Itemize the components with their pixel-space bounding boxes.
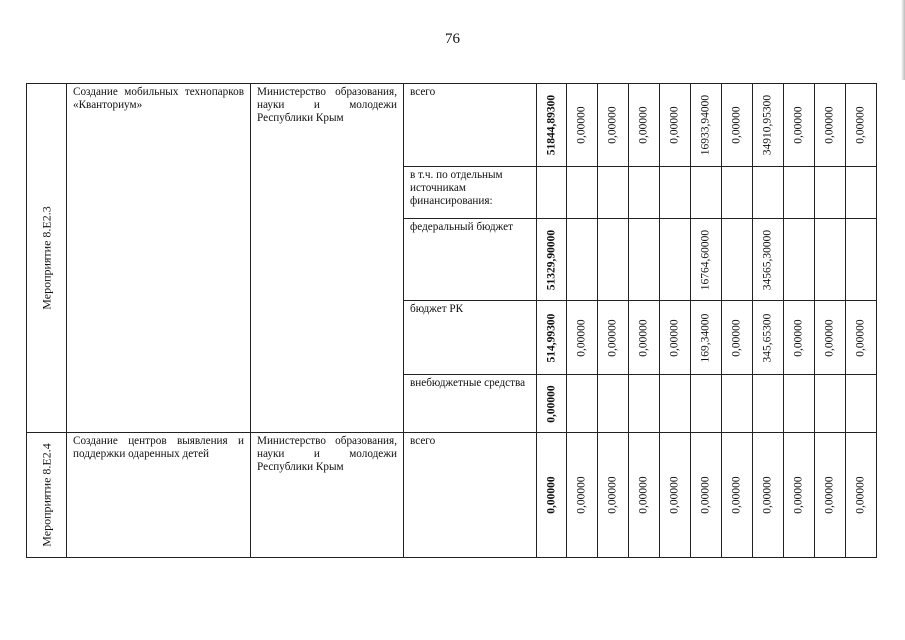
event-code-cell: [27, 433, 67, 558]
value-cell: [846, 84, 877, 167]
funding-source: в т.ч. по отдельным источникам финансирования:: [410, 169, 503, 207]
event-name-cell: [67, 84, 251, 433]
cell-value: 0,00000: [730, 106, 743, 144]
cell-value: 0,00000: [575, 476, 588, 514]
value-cell: [598, 375, 629, 433]
total-value: 514,99300: [545, 313, 557, 362]
value-cell: [846, 301, 877, 375]
event-name: Создание центров выявления и поддержки одаренных детей: [73, 435, 244, 460]
total-value: 0,00000: [545, 384, 557, 423]
event-name: Создание мобильных технопарков «Кванториум»: [73, 86, 244, 111]
total-value: 51844,89300: [545, 94, 557, 156]
event-code-cell: [27, 84, 67, 433]
value-cell: [691, 84, 722, 167]
value-cell: [753, 375, 784, 433]
cell-value: 0,00000: [606, 318, 619, 357]
value-cell: [598, 433, 629, 558]
value-cell: [784, 433, 815, 558]
value-cell: [691, 375, 722, 433]
value-cell: [598, 84, 629, 167]
total-cell: [537, 167, 567, 219]
total-value: 0,00000: [545, 476, 557, 514]
cell-value: 0,00000: [637, 106, 650, 144]
total-cell: [537, 375, 567, 433]
value-cell: [660, 219, 691, 301]
cell-value: 0,00000: [761, 476, 774, 514]
table-body: [27, 84, 877, 558]
value-cell: [567, 84, 598, 167]
cell-value: 16933,94000: [699, 94, 712, 156]
total-cell: [537, 84, 567, 167]
value-cell: [753, 301, 784, 375]
value-cell: [784, 167, 815, 219]
value-cell: [753, 219, 784, 301]
value-cell: [598, 301, 629, 375]
total-cell: [537, 219, 567, 301]
value-cell: [784, 375, 815, 433]
value-cell: [567, 375, 598, 433]
value-cell: [629, 375, 660, 433]
event-executor-cell: [251, 433, 404, 558]
funding-source-cell: [404, 167, 537, 219]
table-row: [27, 84, 877, 167]
value-cell: [815, 433, 846, 558]
cell-value: 0,00000: [730, 318, 743, 357]
funding-source: внебюджетные средства: [410, 377, 526, 389]
value-cell: [691, 301, 722, 375]
cell-value: 16764,60000: [699, 229, 712, 290]
value-cell: [784, 219, 815, 301]
funding-source-cell: [404, 219, 537, 301]
table-row: [27, 433, 877, 558]
cell-value: 0,00000: [606, 476, 619, 514]
value-cell: [722, 301, 753, 375]
cell-value: 345,65300: [761, 313, 774, 362]
value-cell: [753, 433, 784, 558]
value-cell: [722, 167, 753, 219]
event-code: Мероприятие 8.Е2.4: [39, 443, 53, 547]
value-cell: [722, 84, 753, 167]
cell-value: 34565,30000: [761, 229, 774, 290]
event-code: Мероприятие 8.Е2.3: [39, 206, 53, 310]
value-cell: [567, 301, 598, 375]
value-cell: [629, 84, 660, 167]
value-cell: [722, 375, 753, 433]
value-cell: [815, 375, 846, 433]
cell-value: 0,00000: [854, 476, 867, 514]
cell-value: 0,00000: [668, 106, 681, 144]
value-cell: [660, 167, 691, 219]
cell-value: 0,00000: [575, 106, 588, 144]
value-cell: [598, 167, 629, 219]
value-cell: [722, 433, 753, 558]
value-cell: [629, 219, 660, 301]
cell-value: 0,00000: [854, 106, 867, 144]
value-cell: [846, 219, 877, 301]
value-cell: [567, 167, 598, 219]
cell-value: 0,00000: [823, 476, 836, 514]
value-cell: [815, 167, 846, 219]
value-cell: [691, 167, 722, 219]
event-executor: Министерство образования, науки и молодежи Республики Крым: [257, 86, 397, 124]
funding-source: всего: [410, 86, 436, 98]
value-cell: [629, 433, 660, 558]
value-cell: [598, 219, 629, 301]
event-executor-cell: [251, 84, 404, 433]
cell-value: 0,00000: [637, 476, 650, 514]
funding-source-cell: [404, 375, 537, 433]
funding-source: федеральный бюджет: [410, 221, 513, 233]
cell-value: 0,00000: [668, 318, 681, 357]
value-cell: [567, 433, 598, 558]
cell-value: 0,00000: [699, 476, 712, 514]
value-cell: [567, 219, 598, 301]
cell-value: 0,00000: [606, 106, 619, 144]
value-cell: [846, 375, 877, 433]
value-cell: [815, 219, 846, 301]
value-cell: [815, 84, 846, 167]
value-cell: [846, 433, 877, 558]
funding-source: всего: [410, 435, 436, 447]
value-cell: [629, 301, 660, 375]
funding-source-cell: [404, 301, 537, 375]
cell-value: 0,00000: [854, 318, 867, 357]
cell-value: 169,34000: [699, 313, 712, 362]
value-cell: [660, 301, 691, 375]
total-cell: [537, 433, 567, 558]
value-cell: [722, 219, 753, 301]
cell-value: 0,00000: [792, 106, 805, 144]
value-cell: [660, 84, 691, 167]
funding-source-cell: [404, 433, 537, 558]
value-cell: [629, 167, 660, 219]
cell-value: 0,00000: [637, 318, 650, 357]
budget-table: [26, 83, 877, 558]
cell-value: 0,00000: [730, 476, 743, 514]
total-cell: [537, 301, 567, 375]
funding-source-cell: [404, 84, 537, 167]
value-cell: [846, 167, 877, 219]
cell-value: 0,00000: [823, 106, 836, 144]
value-cell: [784, 301, 815, 375]
value-cell: [753, 84, 784, 167]
cell-value: 0,00000: [668, 476, 681, 514]
value-cell: [660, 433, 691, 558]
cell-value: 0,00000: [823, 318, 836, 357]
value-cell: [815, 301, 846, 375]
cell-value: 34910,95300: [761, 94, 774, 156]
funding-source: бюджет РК: [410, 303, 464, 315]
cell-value: 0,00000: [792, 318, 805, 357]
total-value: 51329,90000: [545, 229, 557, 290]
event-executor: Министерство образования, науки и молодежи Республики Крым: [257, 435, 397, 473]
event-name-cell: [67, 433, 251, 558]
value-cell: [691, 433, 722, 558]
cell-value: 0,00000: [575, 318, 588, 357]
value-cell: [660, 375, 691, 433]
value-cell: [784, 84, 815, 167]
value-cell: [691, 219, 722, 301]
page-number: 76: [445, 31, 460, 47]
value-cell: [753, 167, 784, 219]
cell-value: 0,00000: [792, 476, 805, 514]
